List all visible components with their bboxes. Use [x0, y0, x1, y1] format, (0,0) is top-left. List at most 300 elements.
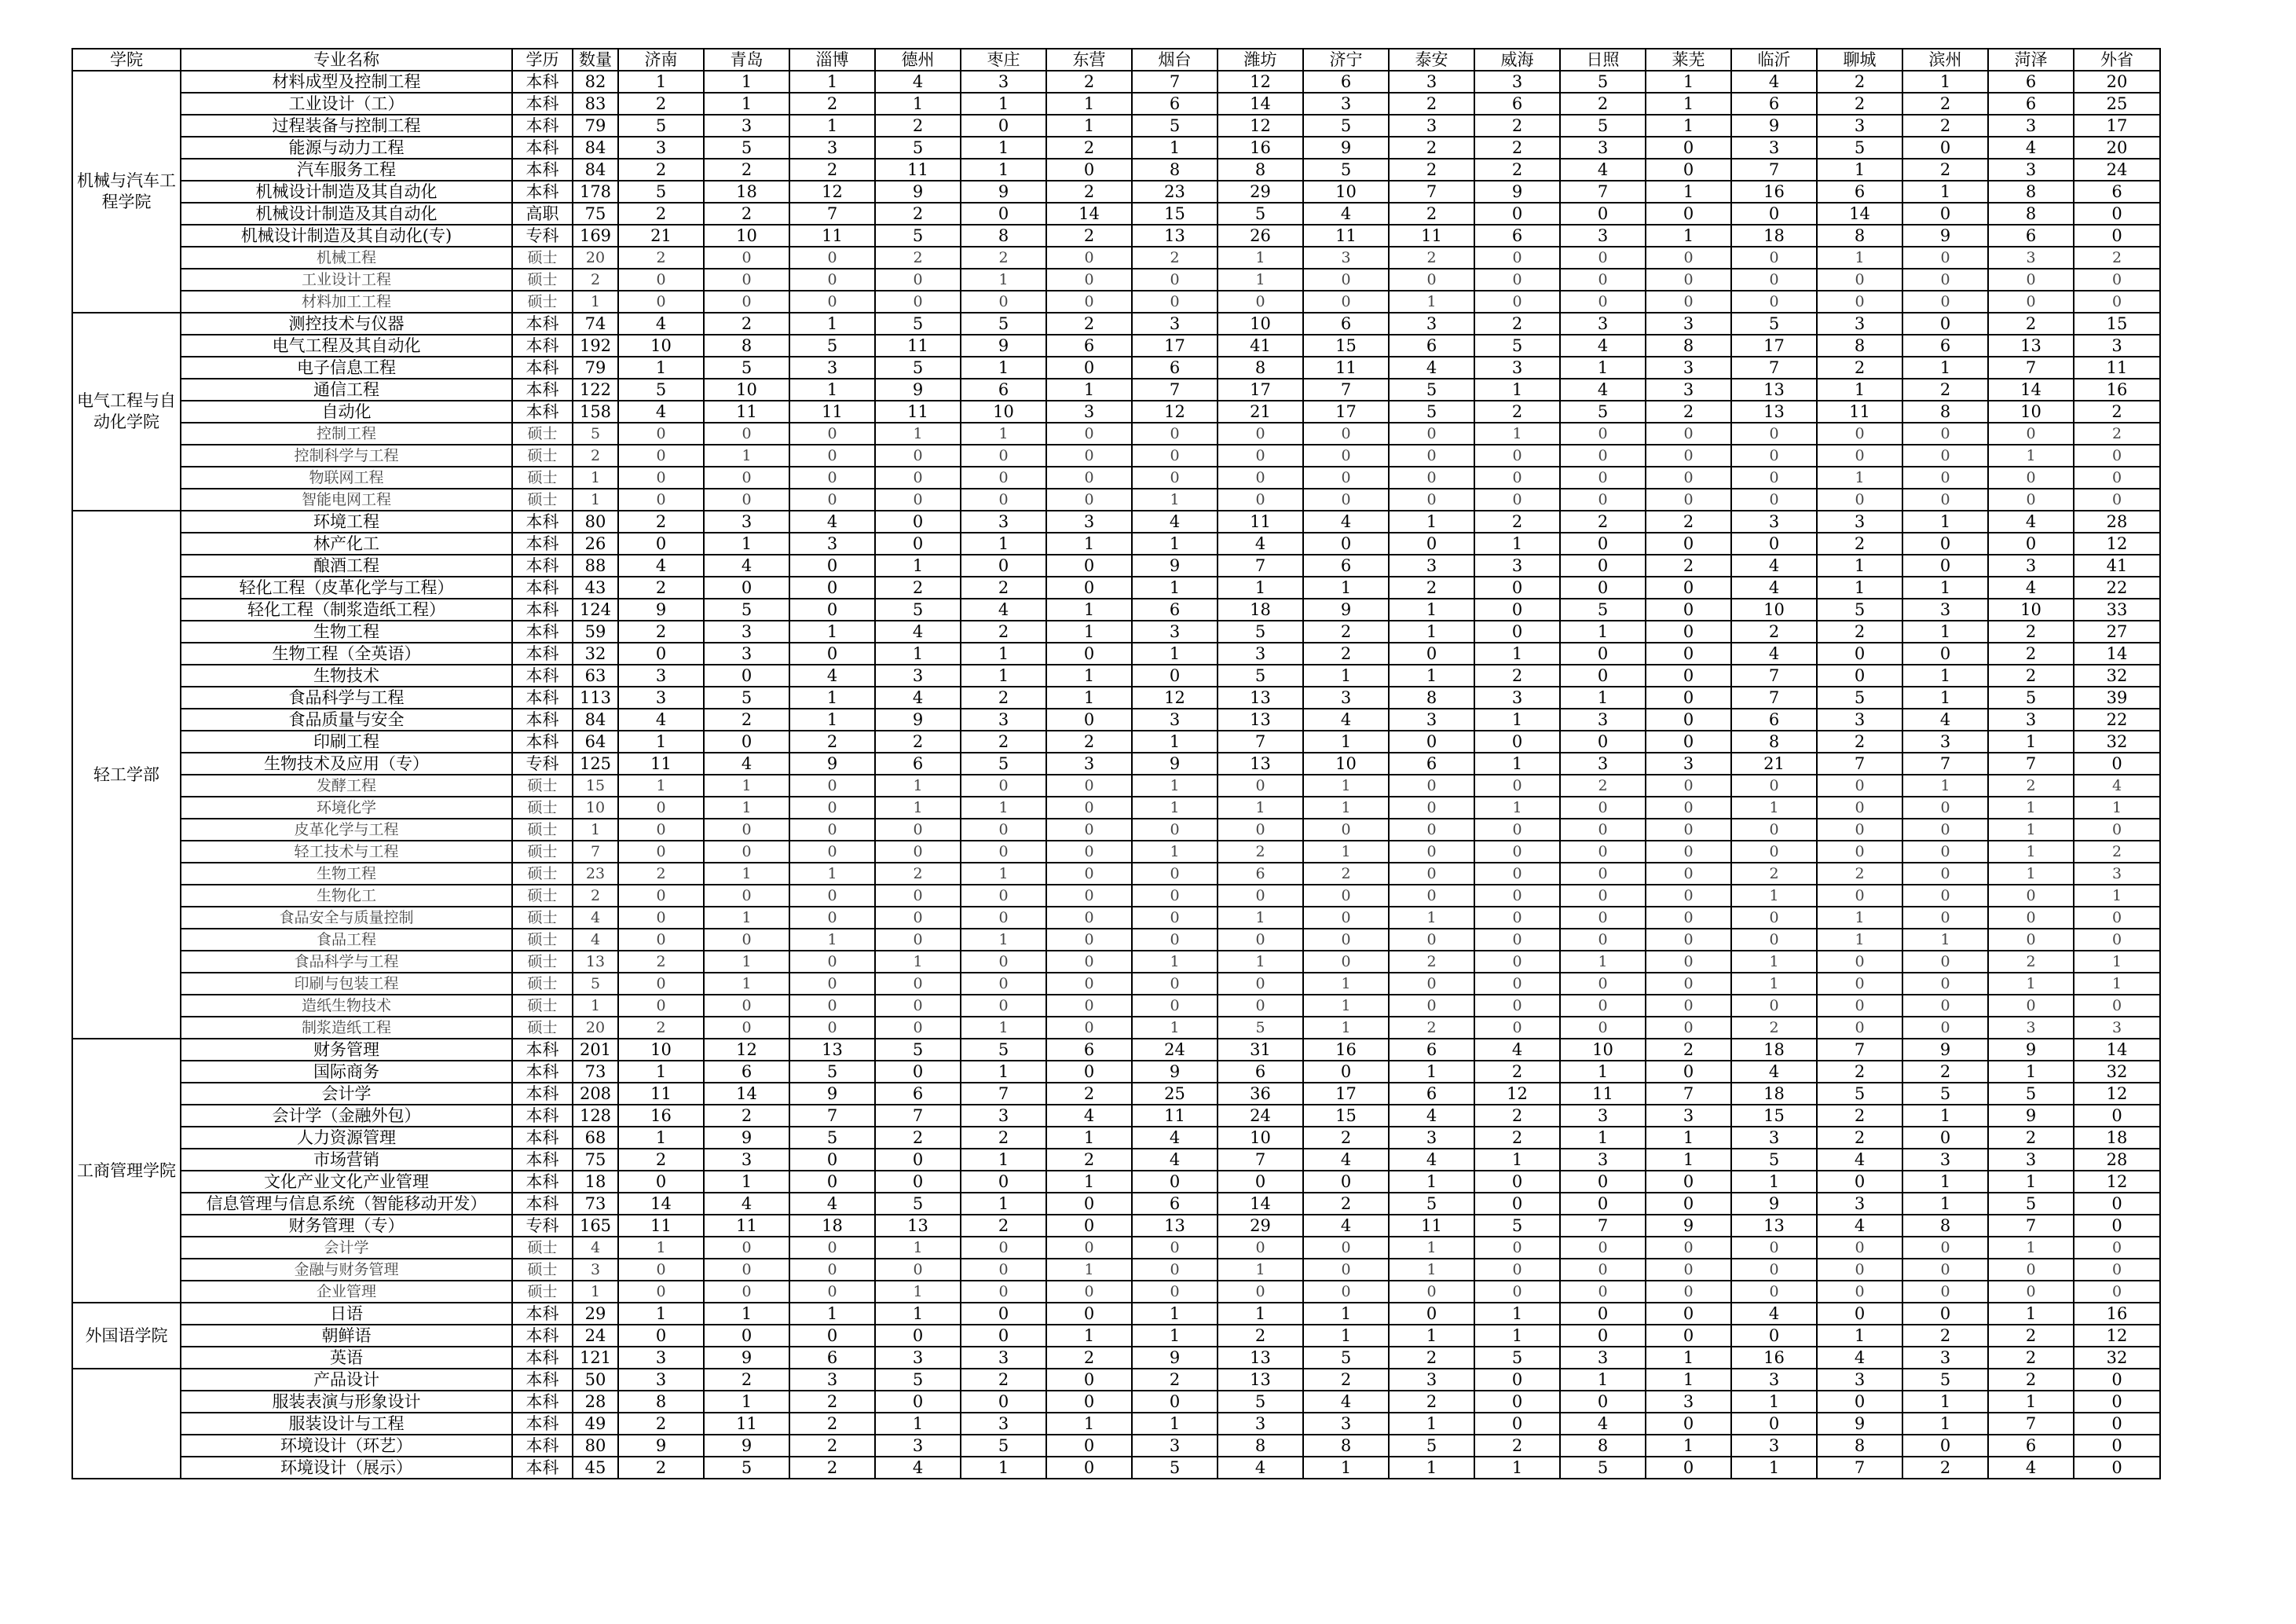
count-cell: 0 — [1646, 577, 1731, 599]
count-cell: 0 — [1046, 797, 1132, 819]
count-cell: 8 — [1902, 401, 1988, 423]
count-cell: 5 — [704, 137, 789, 159]
count-cell: 0 — [875, 1017, 961, 1039]
count-cell: 0 — [789, 423, 875, 445]
count-cell: 2 — [1046, 1347, 1132, 1369]
count-cell: 1 — [961, 93, 1046, 115]
count-cell: 1 — [1132, 643, 1218, 665]
count-cell: 8 — [618, 1391, 704, 1413]
table-row — [72, 1259, 2160, 1281]
count-cell: 3 — [1560, 709, 1646, 731]
count-cell: 0 — [1389, 467, 1474, 489]
count-cell: 79 — [573, 115, 618, 137]
count-cell: 4 — [2074, 775, 2160, 797]
count-cell: 4 — [1303, 1149, 1389, 1171]
count-cell: 0 — [1218, 929, 1303, 951]
major-cell: 汽车服务工程 — [181, 159, 512, 181]
count-cell: 1 — [1988, 797, 2074, 819]
count-cell: 0 — [1817, 1259, 1902, 1281]
count-cell: 0 — [1646, 1325, 1731, 1347]
count-cell: 5 — [1817, 137, 1902, 159]
count-cell: 4 — [1560, 159, 1646, 181]
degree-cell: 本科 — [512, 71, 573, 93]
count-cell: 6 — [2074, 181, 2160, 203]
count-cell: 0 — [1988, 907, 2074, 929]
count-cell: 1 — [704, 951, 789, 973]
count-cell: 24 — [573, 1325, 618, 1347]
count-cell: 0 — [1560, 247, 1646, 269]
count-cell: 0 — [1046, 1369, 1132, 1391]
major-cell: 环境设计（环艺） — [181, 1435, 512, 1457]
count-cell: 21 — [1218, 401, 1303, 423]
major-cell: 皮革化学与工程 — [181, 819, 512, 841]
count-cell: 7 — [961, 1083, 1046, 1105]
count-cell: 4 — [1731, 1303, 1817, 1325]
count-cell: 0 — [1389, 885, 1474, 907]
count-cell: 1 — [1474, 797, 1560, 819]
count-cell: 29 — [573, 1303, 618, 1325]
count-cell: 32 — [2074, 1061, 2160, 1083]
count-cell: 0 — [961, 291, 1046, 313]
count-cell: 4 — [1303, 203, 1389, 225]
count-cell: 0 — [1988, 1259, 2074, 1281]
count-cell: 3 — [1988, 709, 2074, 731]
count-cell: 2 — [1988, 665, 2074, 687]
count-cell: 8 — [1218, 159, 1303, 181]
count-cell: 2 — [1389, 1017, 1474, 1039]
count-cell: 1 — [789, 863, 875, 885]
count-cell: 11 — [618, 753, 704, 775]
count-cell: 0 — [789, 1149, 875, 1171]
major-cell: 信息管理与信息系统（智能移动开发） — [181, 1193, 512, 1215]
count-cell: 0 — [618, 995, 704, 1017]
count-cell: 0 — [961, 885, 1046, 907]
count-cell: 2 — [1303, 863, 1389, 885]
table-row — [72, 555, 2160, 577]
count-cell: 6 — [875, 1083, 961, 1105]
count-cell: 2 — [1646, 401, 1731, 423]
count-cell: 0 — [1132, 863, 1218, 885]
count-cell: 0 — [1046, 885, 1132, 907]
count-cell: 0 — [1474, 467, 1560, 489]
count-cell: 25 — [2074, 93, 2160, 115]
count-cell: 59 — [573, 621, 618, 643]
count-cell: 1 — [618, 1237, 704, 1259]
count-cell: 2 — [1474, 159, 1560, 181]
count-cell: 10 — [961, 401, 1046, 423]
count-cell: 1 — [1303, 995, 1389, 1017]
table-row — [72, 731, 2160, 753]
count-cell: 4 — [1988, 137, 2074, 159]
count-cell: 1 — [1646, 1149, 1731, 1171]
count-cell: 0 — [789, 489, 875, 511]
count-cell: 0 — [1902, 445, 1988, 467]
count-cell: 7 — [875, 1105, 961, 1127]
count-cell: 0 — [1646, 1303, 1731, 1325]
count-cell: 1 — [704, 775, 789, 797]
count-cell: 1 — [1646, 1127, 1731, 1149]
count-cell: 0 — [1046, 467, 1132, 489]
count-cell: 4 — [1988, 1457, 2074, 1479]
count-cell: 15 — [1132, 203, 1218, 225]
count-cell: 1 — [1474, 423, 1560, 445]
count-cell: 0 — [1474, 1391, 1560, 1413]
table-row — [72, 269, 2160, 291]
count-cell: 13 — [1988, 335, 2074, 357]
count-cell: 0 — [1046, 863, 1132, 885]
count-cell: 2 — [618, 1017, 704, 1039]
count-cell: 1 — [875, 797, 961, 819]
count-cell: 0 — [1646, 445, 1731, 467]
count-cell: 7 — [1560, 1215, 1646, 1237]
count-cell: 0 — [1560, 973, 1646, 995]
count-cell: 5 — [1988, 687, 2074, 709]
count-cell: 1 — [875, 93, 961, 115]
table-row — [72, 247, 2160, 269]
count-cell: 3 — [1988, 1149, 2074, 1171]
degree-cell: 本科 — [512, 1457, 573, 1479]
major-cell: 国际商务 — [181, 1061, 512, 1083]
table-row — [72, 907, 2160, 929]
count-cell: 0 — [1474, 1171, 1560, 1193]
count-cell: 0 — [789, 951, 875, 973]
count-cell: 0 — [789, 775, 875, 797]
count-cell: 5 — [1389, 1435, 1474, 1457]
column-header: 莱芜 — [1646, 49, 1731, 71]
count-cell: 0 — [1902, 313, 1988, 335]
count-cell: 0 — [1218, 423, 1303, 445]
count-cell: 0 — [1560, 467, 1646, 489]
count-cell: 0 — [704, 291, 789, 313]
count-cell: 7 — [789, 1105, 875, 1127]
count-cell: 4 — [1389, 357, 1474, 379]
degree-cell: 硕士 — [512, 797, 573, 819]
count-cell: 6 — [1389, 1039, 1474, 1061]
count-cell: 5 — [1474, 1215, 1560, 1237]
count-cell: 9 — [1988, 1039, 2074, 1061]
degree-cell: 本科 — [512, 1039, 573, 1061]
count-cell: 3 — [1474, 71, 1560, 93]
count-cell: 0 — [1046, 1215, 1132, 1237]
count-cell: 1 — [1560, 951, 1646, 973]
count-cell: 11 — [789, 401, 875, 423]
count-cell: 0 — [1389, 841, 1474, 863]
count-cell: 7 — [1731, 159, 1817, 181]
count-cell: 0 — [1046, 643, 1132, 665]
count-cell: 1 — [1389, 511, 1474, 533]
count-cell: 0 — [1646, 533, 1731, 555]
major-cell: 产品设计 — [181, 1369, 512, 1391]
count-cell: 0 — [1218, 973, 1303, 995]
column-header: 济宁 — [1303, 49, 1389, 71]
degree-cell: 本科 — [512, 1149, 573, 1171]
count-cell: 1 — [1303, 841, 1389, 863]
count-cell: 29 — [1218, 1215, 1303, 1237]
count-cell: 1 — [704, 907, 789, 929]
count-cell: 9 — [1303, 599, 1389, 621]
count-cell: 2 — [618, 511, 704, 533]
count-cell: 2 — [618, 247, 704, 269]
count-cell: 14 — [618, 1193, 704, 1215]
count-cell: 6 — [1731, 709, 1817, 731]
count-cell: 1 — [1988, 819, 2074, 841]
count-cell: 0 — [2074, 995, 2160, 1017]
count-cell: 0 — [2074, 819, 2160, 841]
count-cell: 24 — [1218, 1105, 1303, 1127]
count-cell: 0 — [618, 445, 704, 467]
count-cell: 2 — [1303, 643, 1389, 665]
count-cell: 14 — [1218, 1193, 1303, 1215]
count-cell: 1 — [1560, 1127, 1646, 1149]
degree-cell: 专科 — [512, 225, 573, 247]
count-cell: 0 — [1132, 423, 1218, 445]
count-cell: 0 — [1132, 1259, 1218, 1281]
count-cell: 9 — [1988, 1105, 2074, 1127]
count-cell: 3 — [789, 1369, 875, 1391]
count-cell: 0 — [1132, 269, 1218, 291]
count-cell: 23 — [1132, 181, 1218, 203]
count-cell: 0 — [1646, 687, 1731, 709]
count-cell: 0 — [704, 841, 789, 863]
count-cell: 1 — [704, 1391, 789, 1413]
degree-cell: 本科 — [512, 1303, 573, 1325]
count-cell: 5 — [875, 313, 961, 335]
count-cell: 0 — [1560, 731, 1646, 753]
count-cell: 17 — [1303, 1083, 1389, 1105]
college-cell: 电气工程与自动化学院 — [72, 313, 181, 511]
count-cell: 0 — [618, 1171, 704, 1193]
count-cell: 125 — [573, 753, 618, 775]
degree-cell: 硕士 — [512, 467, 573, 489]
count-cell: 0 — [704, 665, 789, 687]
count-cell: 0 — [2074, 225, 2160, 247]
count-cell: 5 — [875, 357, 961, 379]
count-cell: 0 — [1988, 423, 2074, 445]
count-cell: 0 — [1560, 423, 1646, 445]
count-cell: 3 — [1988, 555, 2074, 577]
count-cell: 2 — [704, 1369, 789, 1391]
count-cell: 0 — [1646, 159, 1731, 181]
count-cell: 5 — [1560, 71, 1646, 93]
count-cell: 2 — [1902, 159, 1988, 181]
count-cell: 0 — [2074, 269, 2160, 291]
count-cell: 2 — [1988, 1369, 2074, 1391]
count-cell: 0 — [2074, 1391, 2160, 1413]
count-cell: 0 — [1902, 247, 1988, 269]
count-cell: 1 — [1132, 731, 1218, 753]
count-cell: 3 — [1817, 511, 1902, 533]
count-cell: 0 — [1560, 1017, 1646, 1039]
count-cell: 5 — [789, 335, 875, 357]
count-cell: 1 — [1988, 1303, 2074, 1325]
degree-cell: 本科 — [512, 1391, 573, 1413]
degree-cell: 本科 — [512, 181, 573, 203]
count-cell: 2 — [789, 1413, 875, 1435]
count-cell: 9 — [789, 753, 875, 775]
table-row — [72, 401, 2160, 423]
degree-cell: 本科 — [512, 401, 573, 423]
count-cell: 4 — [1731, 643, 1817, 665]
major-cell: 印刷工程 — [181, 731, 512, 753]
count-cell: 0 — [961, 1391, 1046, 1413]
count-cell: 0 — [1646, 1017, 1731, 1039]
table-row — [72, 159, 2160, 181]
count-cell: 4 — [1218, 533, 1303, 555]
count-cell: 18 — [789, 1215, 875, 1237]
count-cell: 0 — [2074, 929, 2160, 951]
count-cell: 3 — [875, 665, 961, 687]
count-cell: 13 — [1218, 687, 1303, 709]
count-cell: 1 — [875, 555, 961, 577]
count-cell: 20 — [2074, 71, 2160, 93]
count-cell: 0 — [1132, 291, 1218, 313]
count-cell: 0 — [1646, 1457, 1731, 1479]
count-cell: 0 — [704, 819, 789, 841]
count-cell: 3 — [1817, 1193, 1902, 1215]
count-cell: 2 — [573, 269, 618, 291]
major-cell: 制浆造纸工程 — [181, 1017, 512, 1039]
count-cell: 1 — [618, 1127, 704, 1149]
count-cell: 0 — [618, 1259, 704, 1281]
count-cell: 8 — [1817, 335, 1902, 357]
count-cell: 0 — [875, 1061, 961, 1083]
count-cell: 15 — [573, 775, 618, 797]
count-cell: 0 — [1560, 841, 1646, 863]
table-row — [72, 335, 2160, 357]
count-cell: 4 — [1560, 1413, 1646, 1435]
count-cell: 15 — [1303, 1105, 1389, 1127]
count-cell: 3 — [1988, 247, 2074, 269]
count-cell: 4 — [1389, 1149, 1474, 1171]
count-cell: 43 — [573, 577, 618, 599]
degree-cell: 本科 — [512, 709, 573, 731]
count-cell: 10 — [704, 379, 789, 401]
count-cell: 0 — [1474, 1281, 1560, 1303]
major-cell: 财务管理 — [181, 1039, 512, 1061]
count-cell: 3 — [1389, 313, 1474, 335]
major-cell: 食品工程 — [181, 929, 512, 951]
degree-cell: 硕士 — [512, 291, 573, 313]
count-cell: 3 — [1218, 1413, 1303, 1435]
count-cell: 1 — [618, 1303, 704, 1325]
degree-cell: 专科 — [512, 1215, 573, 1237]
count-cell: 1 — [1474, 1325, 1560, 1347]
count-cell: 20 — [2074, 137, 2160, 159]
count-cell: 0 — [1218, 467, 1303, 489]
count-cell: 1 — [1902, 181, 1988, 203]
count-cell: 0 — [1046, 1193, 1132, 1215]
count-cell: 0 — [1902, 489, 1988, 511]
major-cell: 控制工程 — [181, 423, 512, 445]
count-cell: 0 — [1731, 533, 1817, 555]
count-cell: 3 — [1731, 1369, 1817, 1391]
count-cell: 0 — [1389, 797, 1474, 819]
count-cell: 4 — [875, 621, 961, 643]
count-cell: 2 — [789, 1435, 875, 1457]
count-cell: 0 — [1474, 203, 1560, 225]
count-cell: 2 — [789, 1391, 875, 1413]
count-cell: 0 — [1560, 291, 1646, 313]
count-cell: 1 — [1902, 1413, 1988, 1435]
count-cell: 8 — [1218, 357, 1303, 379]
count-cell: 11 — [875, 335, 961, 357]
table-row — [72, 1325, 2160, 1347]
count-cell: 75 — [573, 1149, 618, 1171]
count-cell: 0 — [1474, 731, 1560, 753]
degree-cell: 本科 — [512, 731, 573, 753]
count-cell: 0 — [1046, 951, 1132, 973]
count-cell: 0 — [1474, 863, 1560, 885]
major-cell: 日语 — [181, 1303, 512, 1325]
count-cell: 6 — [1218, 863, 1303, 885]
count-cell: 2 — [1817, 1061, 1902, 1083]
count-cell: 0 — [1389, 533, 1474, 555]
count-cell: 1 — [1389, 1325, 1474, 1347]
count-cell: 3 — [1731, 137, 1817, 159]
count-cell: 2 — [1474, 665, 1560, 687]
count-cell: 192 — [573, 335, 618, 357]
count-cell: 0 — [1646, 489, 1731, 511]
count-cell: 2 — [1988, 313, 2074, 335]
count-cell: 0 — [1218, 489, 1303, 511]
count-cell: 0 — [1389, 995, 1474, 1017]
count-cell: 0 — [1902, 1127, 1988, 1149]
count-cell: 1 — [1646, 1347, 1731, 1369]
count-cell: 1 — [1902, 577, 1988, 599]
count-cell: 1 — [961, 423, 1046, 445]
count-cell: 0 — [789, 577, 875, 599]
count-cell: 1 — [1389, 665, 1474, 687]
count-cell: 0 — [1902, 907, 1988, 929]
count-cell: 0 — [1817, 1237, 1902, 1259]
count-cell: 2 — [1988, 621, 2074, 643]
count-cell: 1 — [1046, 687, 1132, 709]
count-cell: 4 — [1218, 1457, 1303, 1479]
count-cell: 0 — [1218, 1171, 1303, 1193]
major-cell: 生物工程 — [181, 621, 512, 643]
count-cell: 0 — [1389, 489, 1474, 511]
major-cell: 自动化 — [181, 401, 512, 423]
degree-cell: 本科 — [512, 687, 573, 709]
count-cell: 1 — [573, 1281, 618, 1303]
count-cell: 10 — [704, 225, 789, 247]
count-cell: 0 — [875, 1149, 961, 1171]
table-row — [72, 1171, 2160, 1193]
count-cell: 2 — [1560, 511, 1646, 533]
count-cell: 2 — [704, 203, 789, 225]
count-cell: 0 — [875, 929, 961, 951]
count-cell: 0 — [1560, 203, 1646, 225]
major-cell: 环境化学 — [181, 797, 512, 819]
count-cell: 0 — [1902, 533, 1988, 555]
count-cell: 0 — [704, 489, 789, 511]
count-cell: 1 — [1902, 1193, 1988, 1215]
major-cell: 林产化工 — [181, 533, 512, 555]
major-cell: 工业设计工程 — [181, 269, 512, 291]
column-header: 聊城 — [1817, 49, 1902, 71]
count-cell: 0 — [1646, 885, 1731, 907]
count-cell: 0 — [2074, 1413, 2160, 1435]
table-row — [72, 1413, 2160, 1435]
count-cell: 0 — [1731, 1325, 1817, 1347]
count-cell: 16 — [2074, 379, 2160, 401]
degree-cell: 本科 — [512, 1369, 573, 1391]
count-cell: 1 — [1646, 1435, 1731, 1457]
count-cell: 0 — [1046, 907, 1132, 929]
count-cell: 0 — [1046, 1237, 1132, 1259]
degree-cell: 硕士 — [512, 247, 573, 269]
major-cell: 市场营销 — [181, 1149, 512, 1171]
